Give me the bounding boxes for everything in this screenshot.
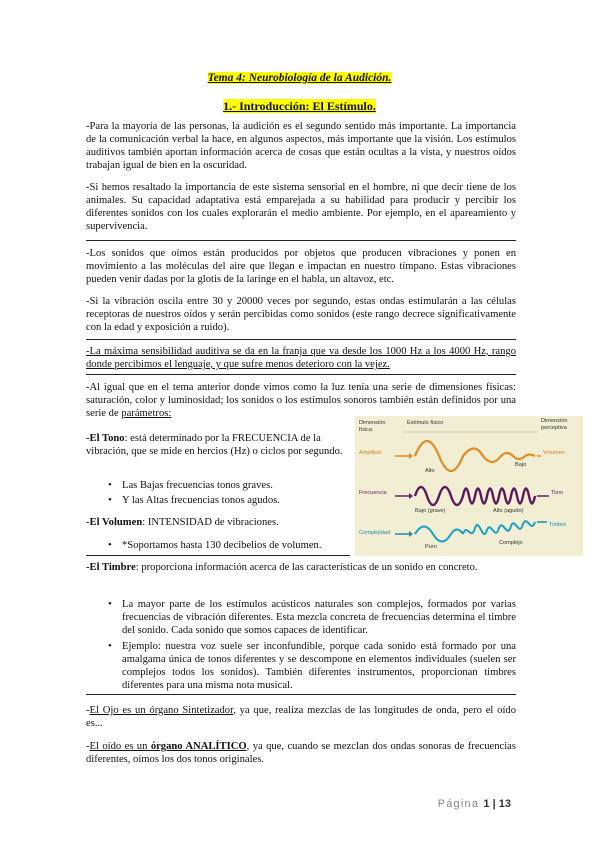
list-item: • Y las Altas frecuencias tonos agudos.	[104, 494, 344, 507]
divider	[86, 694, 516, 695]
list-item: • La mayor parte de los estímulos acústicos naturales son complejos, formados por varias frecuencias de vibración diferentes. Esta mezcla concreta de frecuencias determina el timbre del sonido. Cada sonido que somos capaces de identificar.	[104, 598, 516, 637]
volumen-definition: -El Volumen: INTENSIDAD de vibraciones.	[86, 517, 279, 528]
figure-label-high: Alto	[425, 468, 435, 474]
complexity-wave-complex	[463, 521, 535, 534]
section-title: 1.- Introducción: El Estímulo.	[223, 99, 376, 113]
figure-label-pure: Puro	[425, 544, 437, 550]
paragraph-eye: -El Ojo es un órgano Sintetizador, ya que, realiza mezclas de las longitudes de onda, pero el oído es...	[86, 705, 516, 729]
paragraph-animals: -Si hemos resaltado la importancia de este sistema sensorial en el hombre, ni que decir tiene de los animales. Su capacidad adaptativa está emparejada a su habilidad para producir y percibir los diferentes sonidos con los cuales explorarán el medio ambiente. Por ejemplo, en el apareamiento y supervivencia.	[86, 182, 516, 232]
figure-row-frequency: Frecuencia	[359, 490, 387, 496]
frequency-wave	[415, 487, 535, 505]
figure-label-treble: Alto (agudo)	[493, 508, 524, 514]
tono-list	[104, 479, 344, 509]
figure-label-low: Bajo	[515, 462, 527, 468]
divider	[86, 555, 350, 556]
paragraph-range: -Si la vibración oscila entre 30 y 20000 veces por segundo, estas ondas estimularán a las células receptoras de nuestros oídos y serán percibidas como sonidos (este rango decrece significativamente con la edad y exposición a ruido).	[86, 296, 516, 333]
paragraph-ear: -El oído es un órgano ANALÍTICO, ya que, cuando se mezclan dos ondas sonoras de frecuencias diferentes, oímos los dos tonos originales.	[86, 741, 516, 765]
divider	[86, 339, 516, 340]
figure-col-stimulus: Estímulo físico	[407, 420, 444, 426]
list-item: • Ejemplo: nuestra voz suele ser inconfundible, porque cada sonido está formado por una amalgama única de tonos diferentes y se descompone en elementos individuales (suelen ser complejos todos los sonidos). También diferentes instrumentos, proporcionan timbres diferentes para una misma nota musical.	[104, 640, 516, 692]
figure-label-complex: Complejo	[499, 540, 523, 546]
figure-col-perceptual: Dimensión perceptiva	[541, 418, 568, 431]
paragraph-sensitivity: -La máxima sensibilidad auditiva se da en la franja que va desde los 1000 Hz a los 4000 Hz, rango donde percibimos el lenguaje, y que sufre menos deterioro con la vejez.	[86, 346, 516, 370]
figure-label-bass: Bajo (grave)	[415, 508, 446, 514]
amplitude-wave	[415, 441, 535, 471]
figure-waves	[355, 416, 583, 556]
paragraph-importance: -Para la mayoría de las personas, la audición es el segundo sentido más importante. La importancia de la comunicación verbal la hace, en algunos aspectos, más importante que la visión. Los estímulos auditivos también aportan información acerca de cosas que están ocultas a la vista, y nuestros oídos trabajan igual de bien en la oscuridad.	[86, 121, 516, 171]
figure-perceptual-timbre: Timbre	[549, 522, 567, 528]
timbre-list	[104, 598, 516, 694]
figure-row-amplitude: Amplitud	[359, 450, 381, 456]
list-item: • *Soportamos hasta 130 decibelios de volumen.	[104, 539, 354, 552]
list-item: • Las Bajas frecuencias tonos graves.	[104, 479, 344, 492]
tono-definition: -El Tono: está determinado por la FRECUENCIA de la vibración, que se mide en hercios (Hz) o ciclos por segundo.	[86, 433, 343, 457]
topic-title: Tema 4: Neurobiología de la Audición.	[207, 72, 392, 84]
figure-perceptual-tone: Tono	[551, 490, 564, 496]
divider	[86, 240, 516, 241]
page-footer: Página 1 | 13	[437, 798, 511, 810]
timbre-definition: -El Timbre: proporciona información acerca de las características de un sonido en concreto.	[86, 562, 478, 573]
divider	[86, 374, 516, 375]
figure-row-complexity: Complejidad	[359, 530, 391, 536]
paragraph-parameters: -Al igual que en el tema anterior donde vimos como la luz tenía una serie de dimensiones físicas: saturación, color y luminosidad; los sonidos o los estímulos sonoros también están definidos por una serie de parámetros:	[86, 382, 516, 419]
complexity-wave-pure	[415, 527, 463, 542]
paragraph-vibrations: -Los sonidos que oímos están producidos por objetos que producen vibraciones y ponen en movimiento a las moléculas del aire que llegan e impactan en nuestro tímpano. Estas vibraciones pueden venir dadas por la glotis de la laringe en el habla, un altavoz, etc.	[86, 248, 516, 285]
volumen-list	[104, 539, 354, 554]
sound-dimensions-figure	[355, 416, 583, 556]
figure-col-physical: Dimensión física	[359, 420, 386, 433]
figure-perceptual-volume: Volumen	[543, 450, 565, 456]
